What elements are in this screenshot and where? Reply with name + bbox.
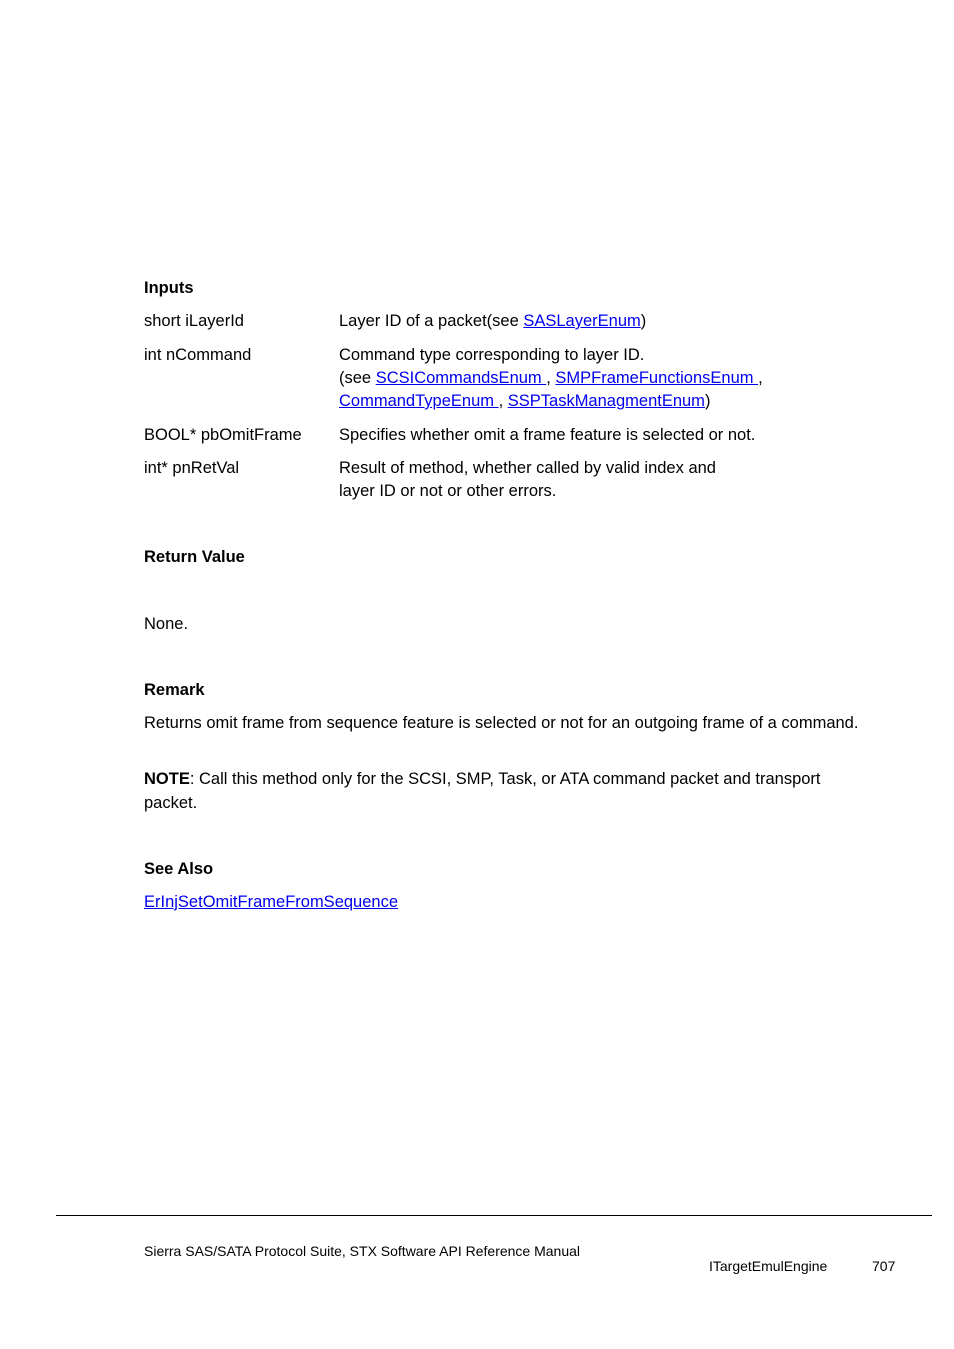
param-name: BOOL* pbOmitFrame xyxy=(144,426,302,444)
param-desc-text: ) xyxy=(704,392,711,410)
param-name: int nCommand xyxy=(144,346,252,364)
footer-divider xyxy=(56,1215,932,1216)
separator: , xyxy=(758,369,763,387)
param-desc-text: Result of method, whether called by valid index and xyxy=(339,459,716,477)
param-desc xyxy=(339,310,869,333)
ssptaskmanagmentenum-link[interactable]: SSPTaskManagmentEnum xyxy=(507,392,705,410)
return-value-text: None. xyxy=(144,615,189,633)
remark-note xyxy=(144,768,869,815)
saslayerenum-link[interactable]: SASLayerEnum xyxy=(523,312,641,330)
see-also-heading: See Also xyxy=(144,860,214,878)
note-text: : Call this method only for the SCSI, SMP, Task, or ATA command packet and transport packet. xyxy=(144,770,821,812)
note-label: NOTE xyxy=(144,770,190,788)
erinjsetomitframefromsequence-link[interactable]: ErInjSetOmitFrameFromSequence xyxy=(144,893,399,911)
param-desc-line xyxy=(339,367,869,390)
param-desc xyxy=(339,457,869,503)
param-desc-text: Layer ID of a packet(see xyxy=(339,312,524,330)
param-desc: Specifies whether omit a frame feature is selected or not. xyxy=(339,426,756,444)
separator: , xyxy=(546,369,556,387)
param-desc-text: (see xyxy=(339,369,376,387)
smpframefunctionsenum-link[interactable]: SMPFrameFunctionsEnum xyxy=(555,369,759,387)
param-name: short iLayerId xyxy=(144,312,244,330)
footer-section-name: ITargetEmulEngine xyxy=(709,1258,828,1274)
commandtypeenum-link[interactable]: CommandTypeEnum xyxy=(339,392,499,410)
footer-page-number: 707 xyxy=(872,1258,896,1274)
footer-manual-title: Sierra SAS/SATA Protocol Suite, STX Software API Reference Manual xyxy=(144,1243,581,1259)
param-desc-text: ) xyxy=(640,312,647,330)
remark-heading: Remark xyxy=(144,681,205,699)
remark-text: Returns omit frame from sequence feature is selected or not for an outgoing frame of a command. xyxy=(144,714,859,732)
see-also-links xyxy=(144,891,869,915)
param-desc xyxy=(339,344,869,413)
scsicommandsenum-link[interactable]: SCSICommandsEnum xyxy=(375,369,547,387)
separator: , xyxy=(498,392,508,410)
param-desc-line xyxy=(339,390,869,413)
return-value-heading: Return Value xyxy=(144,548,245,566)
inputs-heading: Inputs xyxy=(144,279,194,297)
param-desc-text: Command type corresponding to layer ID. xyxy=(339,346,645,364)
param-name: int* pnRetVal xyxy=(144,459,240,477)
param-desc-text: layer ID or not or other errors. xyxy=(339,482,557,500)
